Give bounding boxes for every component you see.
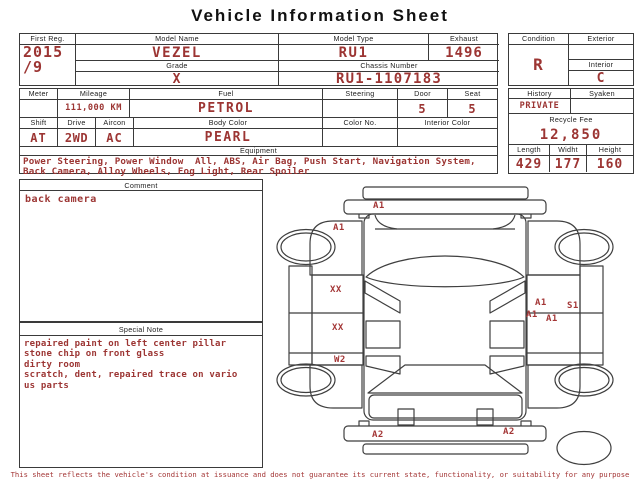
fuel-value: PETROL <box>130 100 323 118</box>
right-front-window <box>490 281 525 313</box>
body-color-value: PEARL <box>134 129 323 147</box>
special-note-line: repaired paint on left center pillar <box>24 339 227 349</box>
model-name-value: VEZEL <box>76 45 279 61</box>
footer-disclaimer: This sheet reflects the vehicle's condition at issuance and does not guarantee its current state, functionality, or suitability for any purpose <box>10 470 630 479</box>
model-name-label: Model Name <box>76 34 279 45</box>
door-label: Door <box>398 89 448 100</box>
door-value: 5 <box>398 100 448 118</box>
comment-box <box>19 179 263 322</box>
rear-lower-strip <box>363 444 528 454</box>
meter-label: Meter <box>20 89 58 100</box>
damage-label-right-quarter: S1 <box>567 301 579 311</box>
height-label: Height <box>587 145 633 156</box>
recycle-fee-value: 12,850 <box>509 125 633 145</box>
aircon-label: Aircon <box>96 118 134 129</box>
condition-value: R <box>509 45 569 85</box>
front-right-wheel <box>555 230 613 265</box>
special-note-line: dirty room <box>24 359 81 370</box>
syaken-label: Syaken <box>571 89 633 99</box>
left-rear-fender <box>310 365 362 408</box>
aircon-value: AC <box>96 129 134 147</box>
first-reg-value <box>20 45 76 86</box>
body-color-label: Body Color <box>134 118 323 129</box>
rear-left-wheel <box>277 364 335 396</box>
steering-value <box>323 100 398 118</box>
condition-box <box>508 33 634 86</box>
rear-left-wheel-inner <box>281 368 331 393</box>
damage-label-right-rear-door: A1 <box>535 298 547 308</box>
equipment-label: Equipment <box>20 147 497 156</box>
model-type-value: RU1 <box>279 45 429 61</box>
damage-label-left-rear-door: XX <box>332 323 344 333</box>
left-sill-strip <box>289 266 312 365</box>
syaken-value <box>571 99 633 114</box>
rear-right-wheel-inner <box>559 368 609 393</box>
equipment-value: Power Steering, Power Window All, ABS, Air Bag, Push Start, Navigation System, Back Camera, Alloy Wheels, Fog Light, Rear Spoiler <box>23 156 482 178</box>
color-no-value <box>323 129 398 147</box>
spare-tire <box>557 432 611 465</box>
shift-label: Shift <box>20 118 58 129</box>
left-quarter-window <box>366 356 400 374</box>
grade-label: Grade <box>76 61 279 72</box>
damage-label-left-quarter: W2 <box>334 355 346 365</box>
spec-table <box>19 88 498 178</box>
height-value: 160 <box>596 156 624 172</box>
right-front-fender <box>528 221 580 275</box>
rear-lamp-right <box>477 409 493 425</box>
width-label: Widht <box>550 145 587 156</box>
comment-value: back camera <box>25 194 97 205</box>
interior-color-value <box>398 129 497 147</box>
fuel-label: Fuel <box>130 89 323 100</box>
front-wheel-arch-left <box>375 215 397 229</box>
first-reg-month: /9 <box>23 58 44 76</box>
interior-label: Interior <box>569 60 633 71</box>
damage-label-left-front-door: XX <box>330 285 342 295</box>
special-note-line: us parts <box>24 380 69 391</box>
first-reg-year: 2015 <box>23 43 64 61</box>
front-right-wheel-inner <box>559 233 609 261</box>
recycle-fee-label: Recycle Fee <box>549 114 593 124</box>
history-value: PRIVATE <box>509 99 571 114</box>
right-rear-fender <box>528 365 580 408</box>
tailgate <box>369 395 522 418</box>
seat-label: Seat <box>448 89 497 100</box>
grade-value: X <box>76 72 279 86</box>
damage-label-left-front-fender: A1 <box>333 223 345 233</box>
right-rear-window <box>490 321 524 348</box>
front-left-wheel-inner <box>281 233 331 261</box>
length-value: 429 <box>509 156 550 172</box>
history-label: History <box>509 89 571 99</box>
mileage-label: Mileage <box>58 89 130 100</box>
width-value: 177 <box>550 156 587 172</box>
comment-label: Comment <box>20 180 262 191</box>
special-note-box <box>19 322 263 468</box>
left-door-dividers <box>312 313 363 353</box>
interior-value: C <box>596 70 606 86</box>
damage-label-rear-bumper-right: A2 <box>503 427 515 437</box>
right-sill-strip <box>580 266 603 365</box>
right-sill-dividers <box>580 313 603 353</box>
chassis-number-label: Chassis Number <box>279 61 499 72</box>
drive-label: Drive <box>58 118 96 129</box>
left-rear-window <box>366 321 400 348</box>
drive-value: 2WD <box>58 129 96 147</box>
damage-label-right-rear-door-lower: A1 <box>526 310 538 320</box>
special-note-content <box>20 336 262 394</box>
mileage-value: 111,000 KM <box>58 100 130 118</box>
length-label: Length <box>509 145 550 156</box>
right-quarter-window <box>490 356 524 374</box>
exhaust-label: Exhaust <box>429 34 499 45</box>
steering-label: Steering <box>323 89 398 100</box>
exhaust-value: 1496 <box>429 45 499 61</box>
exterior-value <box>569 45 633 60</box>
car-damage-diagram <box>265 178 640 468</box>
damage-label-front-bumper: A1 <box>373 201 385 211</box>
vehicle-id-table <box>19 33 498 86</box>
special-note-line: scratch, dent, repaired trace on vario <box>24 370 238 381</box>
rear-right-wheel <box>555 364 613 396</box>
special-note-line: stone chip on front glass <box>24 349 165 360</box>
rear-bumper-tab-left <box>359 421 369 426</box>
rear-window <box>368 365 522 393</box>
exterior-label: Exterior <box>569 34 633 45</box>
interior-color-label: Interior Color <box>398 118 497 129</box>
first-reg-label: First Reg. <box>20 34 76 45</box>
page-title: Vehicle Information Sheet <box>191 6 449 25</box>
shift-value: AT <box>20 129 58 147</box>
windshield <box>366 256 524 287</box>
left-front-window <box>365 281 400 313</box>
car-outline <box>277 187 613 465</box>
chassis-number-value: RU1-1107183 <box>336 71 442 87</box>
damage-label-right-quarter-lower: A1 <box>546 314 558 324</box>
history-box <box>508 88 634 174</box>
special-note-label: Special Note <box>20 323 262 336</box>
front-left-wheel <box>277 230 335 265</box>
model-type-label: Model Type <box>279 34 429 45</box>
front-grille-strip <box>363 187 528 199</box>
rear-lamp-left <box>398 409 414 425</box>
damage-label-rear-bumper-left: A2 <box>372 430 384 440</box>
color-no-label: Color No. <box>323 118 398 129</box>
meter-value <box>20 100 58 118</box>
condition-label: Condition <box>509 34 569 45</box>
left-sill-dividers <box>289 313 312 353</box>
front-wheel-arch-right <box>493 215 515 229</box>
car-body <box>364 214 526 420</box>
seat-value: 5 <box>448 100 497 118</box>
rear-bumper-tab-right <box>521 421 531 426</box>
